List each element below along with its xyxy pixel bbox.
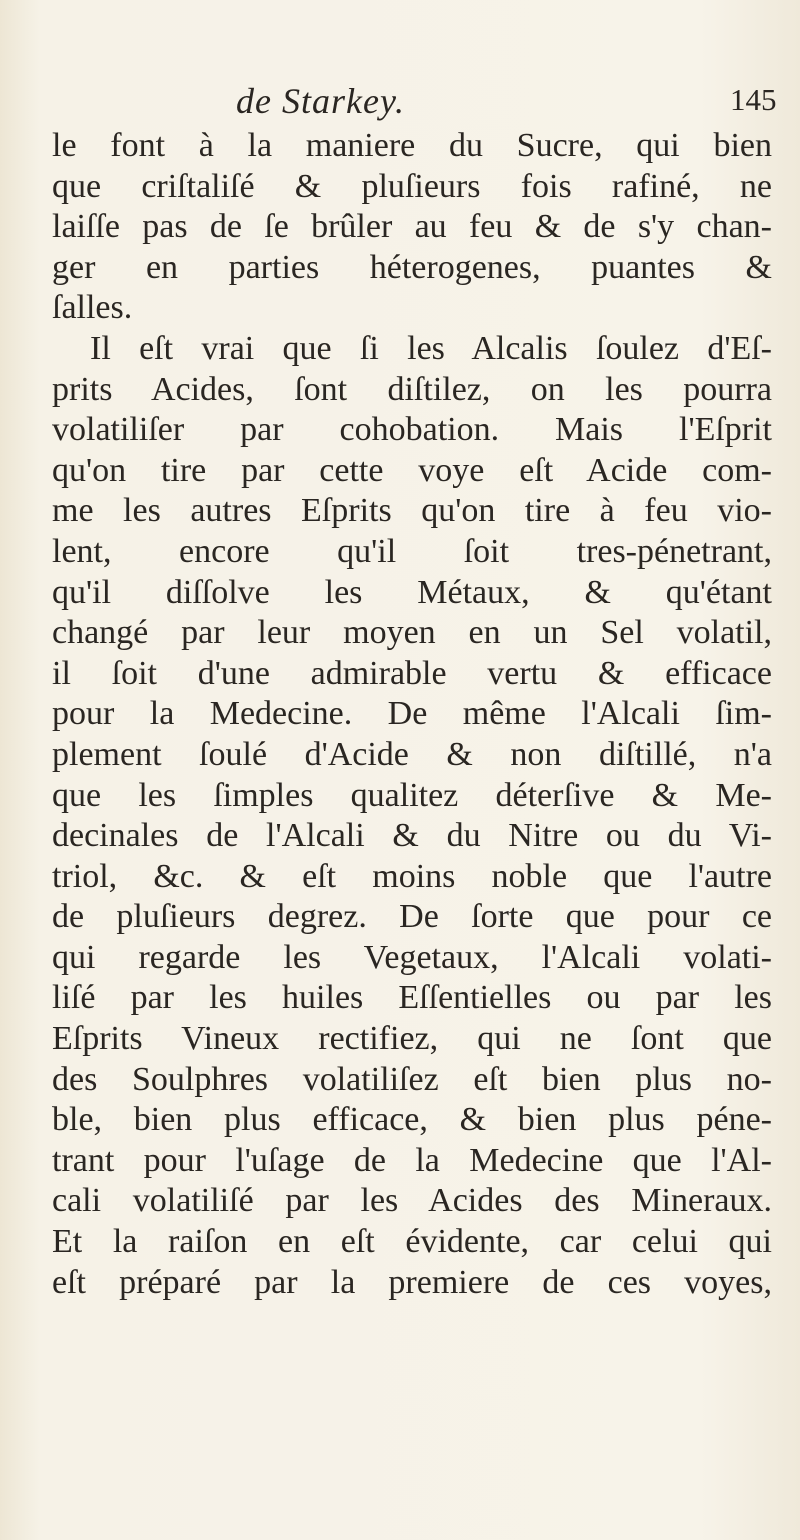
- text-line: qui regarde les Vegetaux, l'Alcali volati-: [52, 938, 772, 976]
- text-line: changé par leur moyen en un Sel volatil,: [52, 614, 772, 652]
- text-line: lent, encore qu'il ſoit tres-pénetrant,: [52, 532, 772, 570]
- text-line: laiſſe pas de ſe brûler au feu & de s'y chan-: [52, 208, 772, 246]
- text-line: pour la Medecine. De même l'Alcali ſim-: [52, 695, 772, 733]
- text-line: trant pour l'uſage de la Medecine que l'Al-: [52, 1141, 772, 1179]
- text-line: volatiliſer par cohobation. Mais l'Eſprit: [52, 411, 772, 449]
- text-line: decinales de l'Alcali & du Nitre ou du Vi-: [52, 817, 772, 855]
- text-line: que criſtaliſé & pluſieurs fois rafiné, ne: [52, 167, 772, 205]
- text-line: triol, &c. & eſt moins noble que l'autre: [52, 857, 772, 895]
- text-line: il ſoit d'une admirable vertu & efficace: [52, 654, 772, 692]
- text-line: Et la raiſon en eſt évidente, car celui qui: [52, 1223, 772, 1261]
- running-title: de Starkey.: [236, 81, 405, 121]
- body-text: [52, 126, 772, 1303]
- text-line: des Soulphres volatiliſez eſt bien plus no-: [52, 1060, 772, 1098]
- text-line: ſalles.: [52, 289, 133, 327]
- text-line: me les autres Eſprits qu'on tire à feu vio-: [52, 492, 772, 530]
- text-line: qu'il diſſolve les Métaux, & qu'étant: [52, 573, 772, 611]
- text-line: ger en parties héterogenes, puantes &: [52, 248, 772, 286]
- text-line: plement ſoulé d'Acide & non diſtillé, n'a: [52, 735, 772, 773]
- text-line: Eſprits Vineux rectifiez, qui ne ſont que: [52, 1020, 772, 1058]
- page-number: 145: [730, 82, 777, 117]
- page-header: [0, 72, 800, 132]
- text-line: liſé par les huiles Eſſentielles ou par les: [52, 979, 772, 1017]
- text-line: Il eſt vrai que ſi les Alcalis ſoulez d'Eſ-: [90, 329, 772, 367]
- text-line: de pluſieurs degrez. De ſorte que pour ce: [52, 898, 772, 936]
- text-line: le font à la maniere du Sucre, qui bien: [52, 127, 772, 164]
- text-line: ble, bien plus efficace, & bien plus péne-: [52, 1101, 772, 1139]
- text-line: que les ſimples qualitez déterſive & Me-: [52, 776, 772, 814]
- text-line: eſt préparé par la premiere de ces voyes,: [52, 1263, 772, 1301]
- text-line: prits Acides, ſont diſtilez, on les pourra: [52, 370, 772, 408]
- text-line: qu'on tire par cette voye eſt Acide com-: [52, 451, 772, 489]
- text-line: cali volatiliſé par les Acides des Mineraux.: [52, 1182, 772, 1220]
